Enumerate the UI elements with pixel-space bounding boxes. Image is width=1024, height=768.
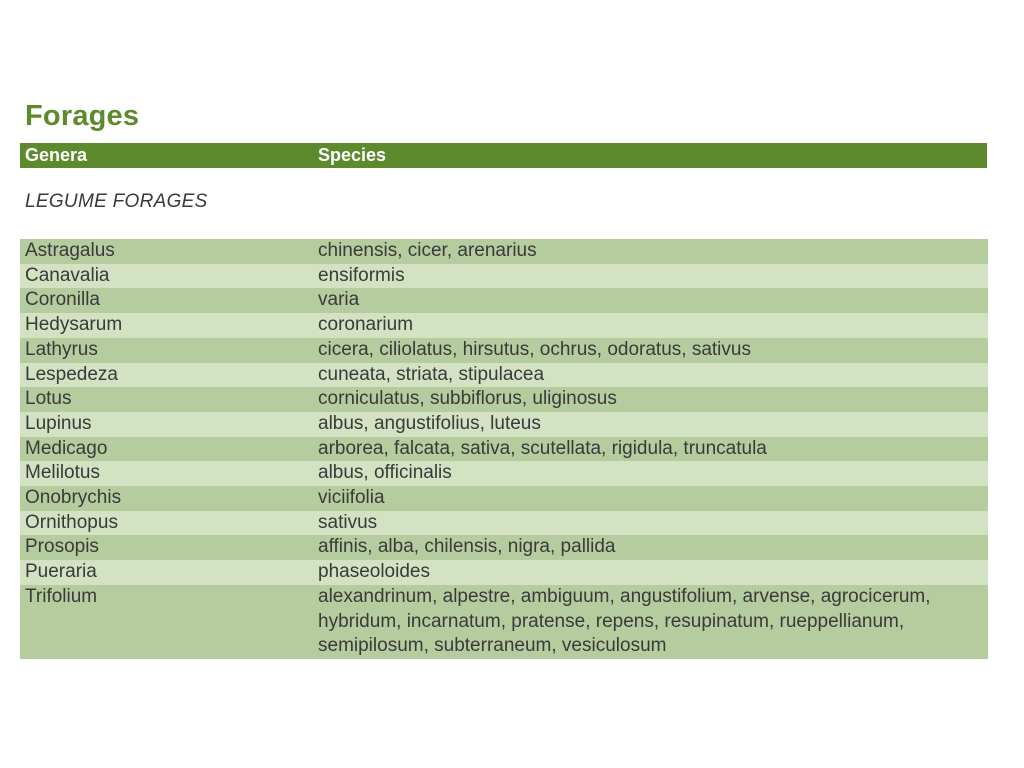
table-row xyxy=(20,511,988,536)
header-species: Species xyxy=(318,145,387,165)
species-cell: alexandrinum, alpestre, ambiguum, angustifolium, arvense, agrocicerum, hybridum, incarnatum, pratense, repens, resupinatum, rueppellianum, semipilosum, subterraneum, vesiculosum xyxy=(318,585,931,657)
genus-cell: Medicago xyxy=(25,437,108,459)
table-row xyxy=(20,313,988,338)
table-row xyxy=(20,387,988,412)
table-row xyxy=(20,264,988,289)
genus-cell: Trifolium xyxy=(25,585,98,607)
species-cell: ensiformis xyxy=(318,264,405,286)
species-cell: chinensis, cicer, arenarius xyxy=(318,240,537,261)
species-cell: coronarium xyxy=(318,314,414,336)
genus-cell: Lespedeza xyxy=(25,363,118,385)
genus-cell: Onobrychis xyxy=(25,487,122,509)
genus-cell: Canavalia xyxy=(25,264,110,286)
species-cell: sativus xyxy=(318,511,378,533)
genus-cell: Coronilla xyxy=(25,289,100,311)
genus-cell: Lotus xyxy=(25,388,72,410)
table-row xyxy=(20,239,988,264)
species-cell: affinis, alba, chilensis, nigra, pallida xyxy=(318,536,616,558)
species-cell: albus, officinalis xyxy=(318,462,452,484)
table-row xyxy=(20,461,988,486)
table-row xyxy=(20,437,988,462)
species-cell: corniculatus, subbiflorus, uliginosus xyxy=(318,388,617,410)
species-cell: cicera, ciliolatus, hirsutus, ochrus, odoratus, sativus xyxy=(318,338,751,360)
table-row xyxy=(20,338,988,363)
header-genera: Genera xyxy=(25,145,88,165)
forage-table xyxy=(20,239,988,659)
genus-cell: Lathyrus xyxy=(25,338,98,360)
species-cell: cuneata, striata, stipulacea xyxy=(318,363,545,385)
table-row xyxy=(20,288,988,313)
table-row xyxy=(20,560,988,585)
table-row xyxy=(20,363,988,388)
species-cell: arborea, falcata, sativa, scutellata, rigidula, truncatula xyxy=(318,437,767,459)
species-cell: viciifolia xyxy=(318,487,385,509)
genus-cell: Melilotus xyxy=(25,462,100,484)
genus-cell: Hedysarum xyxy=(25,314,123,336)
species-cell: varia xyxy=(318,289,360,311)
page-title: Forages xyxy=(25,100,140,132)
genus-cell: Astragalus xyxy=(25,240,115,261)
table-header xyxy=(20,143,987,168)
table-row xyxy=(20,535,988,560)
genus-cell: Prosopis xyxy=(25,536,99,558)
genus-cell: Pueraria xyxy=(25,561,97,583)
table-row xyxy=(20,412,988,437)
species-cell: albus, angustifolius, luteus xyxy=(318,412,541,434)
section-label: LEGUME FORAGES xyxy=(25,191,208,212)
genus-cell: Lupinus xyxy=(25,412,92,434)
genus-cell: Ornithopus xyxy=(25,511,118,533)
table-row xyxy=(20,486,988,511)
table-row xyxy=(20,585,988,659)
species-cell: phaseoloides xyxy=(318,561,430,583)
